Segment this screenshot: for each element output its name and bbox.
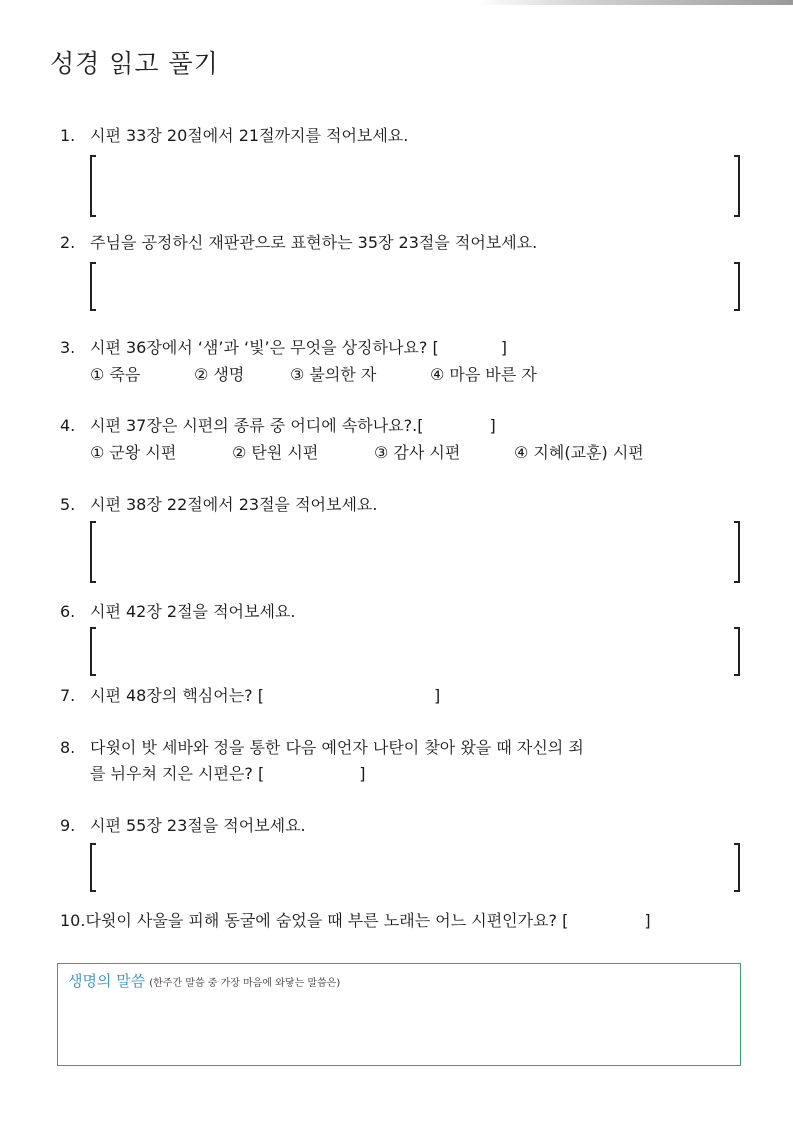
bracket-close: ] <box>434 686 441 705</box>
question-text: 시편 37장은 시편의 종류 중 어디에 속하나요?.[ <box>90 416 424 435</box>
bracket-close: ] <box>644 911 651 930</box>
question-9 <box>60 814 306 838</box>
question-text: 시편 42장 2절을 적어보세요. <box>90 602 296 621</box>
question-text: 다윗이 밧 세바와 정을 통한 다음 예언자 나탄이 찾아 왔을 때 자신의 죄 <box>90 738 584 757</box>
question-text: 시편 36장에서 ‘샘’과 ‘빛’은 무엇을 상징하나요? [ <box>90 338 439 357</box>
question-7 <box>60 684 440 708</box>
question-text: 시편 38장 22절에서 23절을 적어보세요. <box>90 495 378 514</box>
scan-edge <box>0 0 793 5</box>
question-10 <box>60 909 651 933</box>
life-word-title: 생명의 말씀 <box>68 972 146 990</box>
question-1 <box>60 124 408 148</box>
question-number: 4. <box>60 416 76 435</box>
question-text: 시편 48장의 핵심어는? [ <box>90 686 264 705</box>
question-number: 10. <box>60 911 86 930</box>
question-number: 1. <box>60 126 76 145</box>
option[interactable]: ① 죽음 <box>90 365 141 384</box>
life-word-subtitle: (한주간 말씀 중 가장 마음에 와닿는 말씀은) <box>149 978 341 989</box>
question-number: 7. <box>60 686 76 705</box>
life-word-box[interactable] <box>57 963 741 1066</box>
question-number: 9. <box>60 816 76 835</box>
question-8 <box>60 736 584 760</box>
bracket-close: ] <box>359 764 366 783</box>
page-title: 성경 읽고 풀기 <box>50 49 219 78</box>
question-8-continued <box>90 762 365 786</box>
answer-area-5[interactable] <box>90 521 740 583</box>
option[interactable]: ② 생명 <box>194 365 245 384</box>
question-3 <box>60 336 507 360</box>
answer-area-6[interactable] <box>90 627 740 676</box>
question-5 <box>60 493 377 517</box>
options-3 <box>90 363 537 387</box>
option[interactable]: ③ 불의한 자 <box>290 365 377 384</box>
question-text: 를 뉘우쳐 지은 시편은? [ <box>90 764 265 783</box>
question-text: 다윗이 사울을 피해 동굴에 숨었을 때 부른 노래는 어느 시편인가요? [ <box>85 911 569 930</box>
option[interactable]: ① 군왕 시편 <box>90 443 177 462</box>
question-number: 3. <box>60 338 76 357</box>
question-number: 2. <box>60 233 76 252</box>
answer-area-9[interactable] <box>90 843 740 892</box>
option[interactable]: ④ 마음 바른 자 <box>430 365 537 384</box>
options-4 <box>90 441 644 465</box>
question-6 <box>60 600 295 624</box>
question-number: 6. <box>60 602 76 621</box>
question-text: 시편 33장 20절에서 21절까지를 적어보세요. <box>90 126 409 145</box>
question-number: 5. <box>60 495 76 514</box>
question-4 <box>60 414 496 438</box>
question-2 <box>60 231 537 255</box>
answer-area-1[interactable] <box>90 155 740 217</box>
bracket-close: ] <box>489 416 496 435</box>
life-word-header <box>68 970 340 991</box>
option[interactable]: ④ 지혜(교훈) 시편 <box>514 443 644 462</box>
question-text: 시편 55장 23절을 적어보세요. <box>90 816 306 835</box>
answer-area-2[interactable] <box>90 262 740 311</box>
question-number: 8. <box>60 738 76 757</box>
option[interactable]: ③ 감사 시편 <box>374 443 461 462</box>
question-text: 주님을 공정하신 재판관으로 표현하는 35장 23절을 적어보세요. <box>90 233 538 252</box>
bracket-close: ] <box>500 338 507 357</box>
option[interactable]: ② 탄원 시편 <box>232 443 319 462</box>
